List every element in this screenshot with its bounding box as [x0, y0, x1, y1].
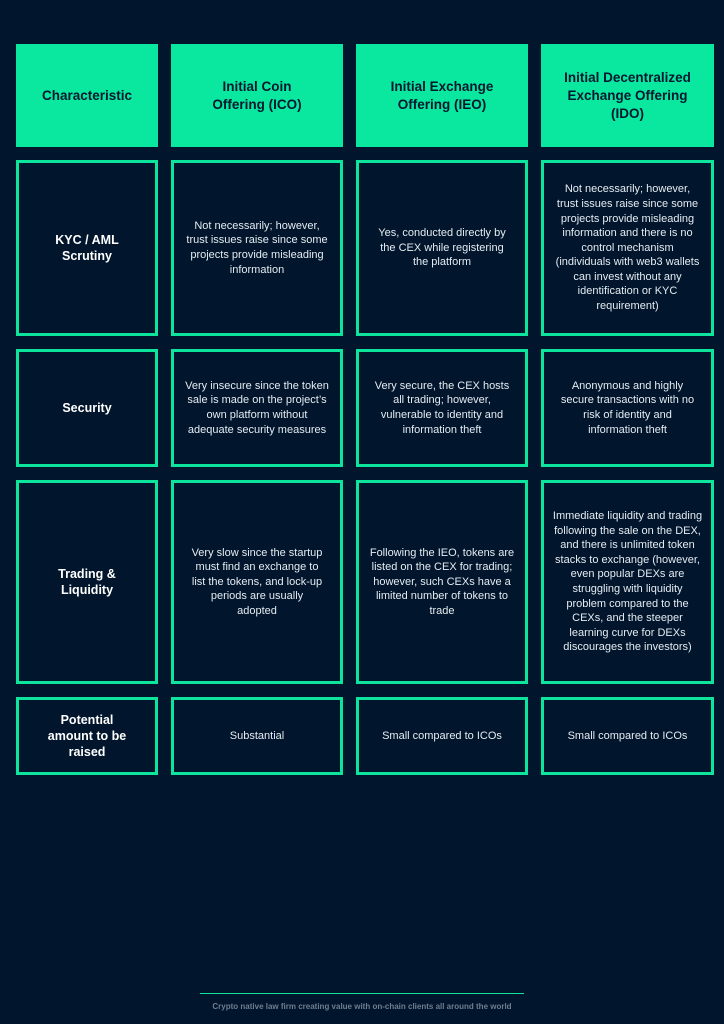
cell-kyc-ico — [171, 160, 343, 336]
header-ieo-text: Initial Exchange Offering (IEO) — [390, 78, 494, 112]
row-label-security-text: Security — [62, 401, 112, 415]
cell-security-ido — [541, 349, 714, 467]
header-ieo — [356, 44, 528, 147]
cell-trading-ico-text: Very slow since the startup must find an exchange to list the tokens, and lock-up periods are usually adopted — [191, 546, 323, 617]
cell-security-ieo-text: Very secure, the CEX hosts all trading; however, vulnerable to identity and information theft — [374, 379, 510, 436]
cell-trading-ieo-text: Following the IEO, tokens are listed on the CEX for trading; however, such CEXs have a limited number of tokens to trade — [369, 546, 515, 617]
cell-security-ido-text: Anonymous and highly secure transactions with no risk of identity and information theft — [560, 379, 695, 436]
cell-amount-ieo — [356, 697, 528, 775]
row-label-amount-text: Potential amount to be raised — [47, 713, 127, 759]
cell-kyc-ieo — [356, 160, 528, 336]
cell-kyc-ido-text: Not necessarily; however, trust issues raise since some projects provide misleading information and there is no control mechanism (individuals with web3 wallets can invest without any identification or KYC requirement) — [555, 183, 700, 313]
cell-amount-ieo-text: Small compared to ICOs — [382, 729, 502, 742]
cell-amount-ido-text: Small compared to ICOs — [567, 729, 688, 742]
row-label-trading — [16, 480, 158, 684]
cell-kyc-ico-text: Not necessarily; however, trust issues raise since some projects provide misleading information — [186, 219, 328, 276]
header-ico — [171, 44, 343, 147]
header-characteristic — [16, 44, 158, 147]
row-label-kyc-text: KYC / AML Scrutiny — [55, 233, 119, 263]
footer-tagline: Crypto native law firm creating value with on-chain clients all around the world — [212, 1002, 512, 1011]
header-ido-text: Initial Decentralized Exchange Offering (IDO) — [564, 69, 691, 121]
cell-security-ico-text: Very insecure since the token sale is made on the project’s own platform without adequate security measures — [185, 379, 329, 436]
row-label-amount — [16, 697, 158, 775]
row-label-kyc — [16, 160, 158, 336]
cell-security-ieo — [356, 349, 528, 467]
header-ido — [541, 44, 714, 147]
cell-trading-ido-text: Immediate liquidity and trading following the sale on the DEX, and there is unlimited token stacks to exchange (however, even popular DEXs are struggling with liquidity problem compared to the CEXs, and the steeper learning curve for DEXs discourages the investors) — [552, 510, 703, 654]
comparison-table — [16, 44, 714, 775]
footer-divider — [200, 993, 524, 994]
cell-amount-ido — [541, 697, 714, 775]
cell-kyc-ido — [541, 160, 714, 336]
header-characteristic-text: Characteristic — [41, 87, 133, 103]
cell-kyc-ieo-text: Yes, conducted directly by the CEX while registering the platform — [378, 227, 506, 269]
cell-security-ico — [171, 349, 343, 467]
row-label-trading-text: Trading & Liquidity — [58, 567, 116, 597]
cell-trading-ico — [171, 480, 343, 684]
cell-amount-ico-text: Substantial — [229, 729, 285, 742]
cell-amount-ico — [171, 697, 343, 775]
cell-trading-ido — [541, 480, 714, 684]
header-ico-text: Initial Coin Offering (ICO) — [212, 78, 302, 112]
row-label-security — [16, 349, 158, 467]
cell-trading-ieo — [356, 480, 528, 684]
